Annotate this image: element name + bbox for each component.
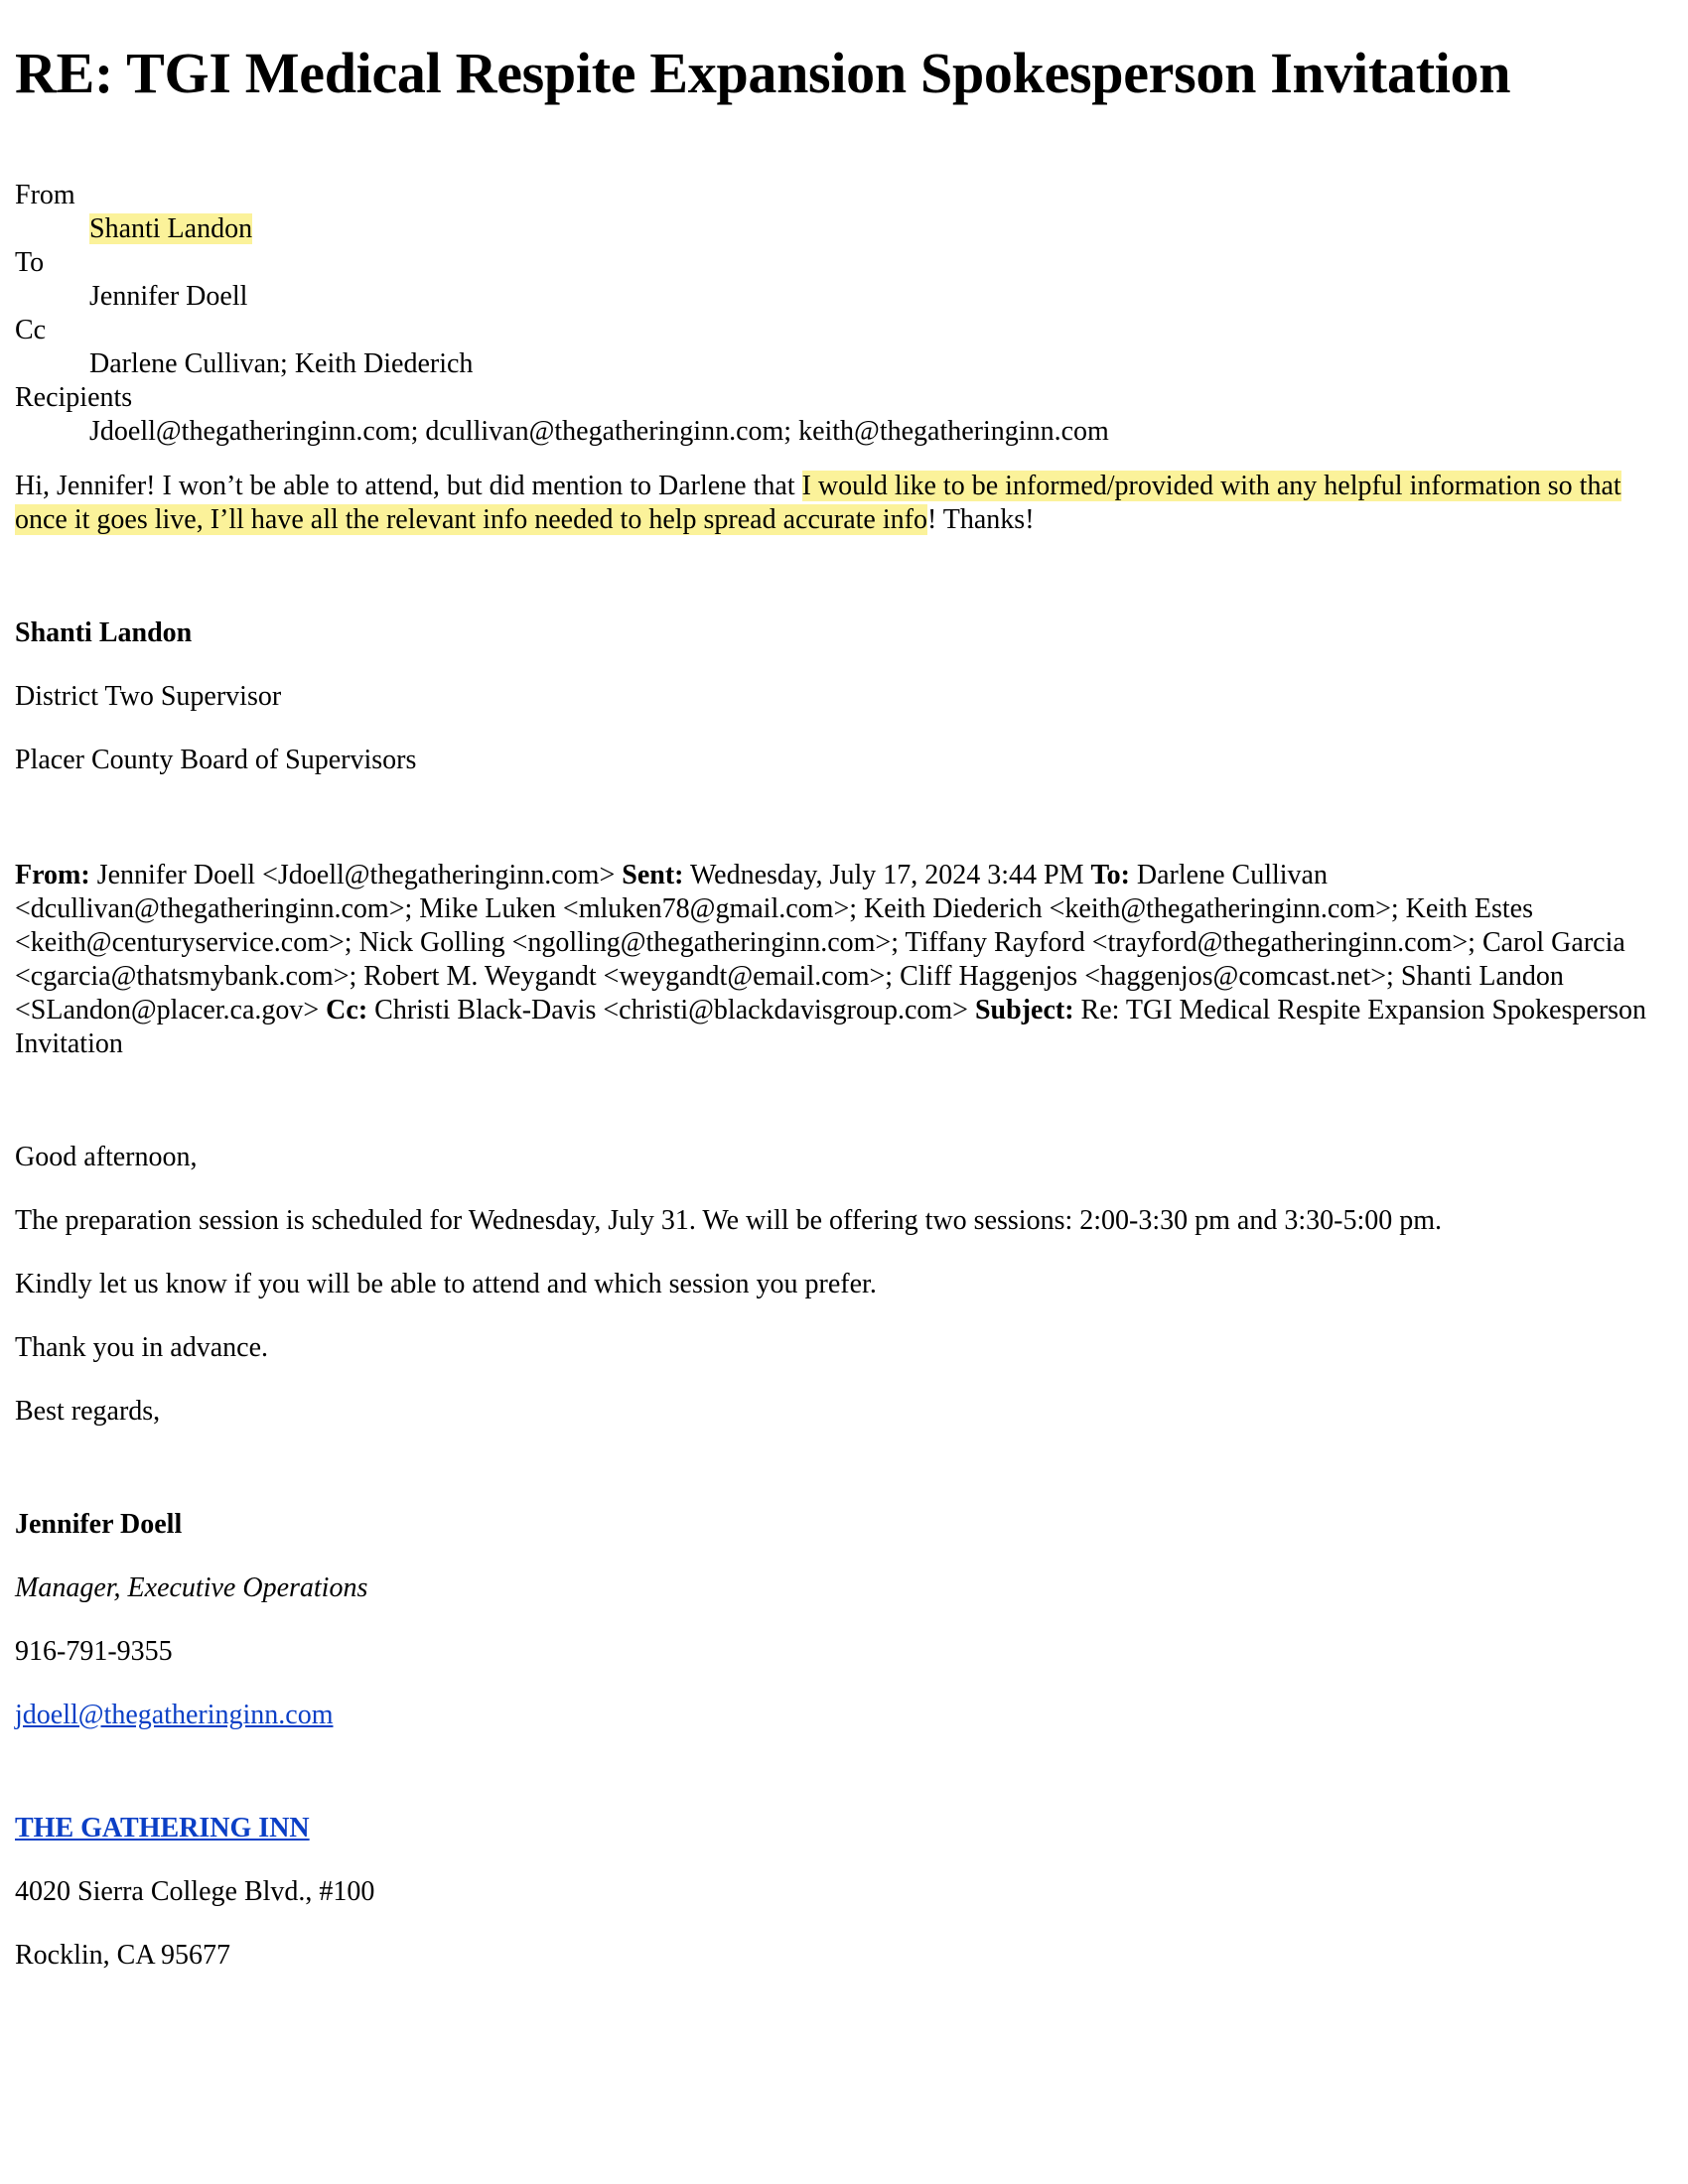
body-line-1: The preparation session is scheduled for Wednesday, July 31. We will be offering two sessions: 2:00-3:30 pm and 3:30-5:00 pm. xyxy=(15,1205,1443,1236)
address-line-2: Rocklin, CA 95677 xyxy=(15,1940,231,1971)
reply-text-start: Hi, Jennifer! I won’t be able to attend, but did mention to Darlene that xyxy=(15,471,802,501)
fwd-signature-name: Jennifer Doell xyxy=(15,1509,183,1540)
body-closing: Best regards, xyxy=(15,1396,161,1427)
fwd-from-value: Jennifer Doell <Jdoell@thegatheringinn.com> xyxy=(89,860,623,890)
sender-signature xyxy=(15,616,1673,777)
forwarded-body xyxy=(15,1141,1673,1429)
from-value-row xyxy=(15,212,1673,246)
fwd-signature-title: Manager, Executive Operations xyxy=(15,1572,368,1603)
fwd-subject-value: Re: TGI Medical Respite Expansion Spokesperson Invitation xyxy=(15,995,1647,1059)
signature-name: Shanti Landon xyxy=(15,617,193,648)
fwd-from-label: From: xyxy=(15,860,90,890)
email-header xyxy=(15,179,1673,449)
cc-value: Darlene Cullivan; Keith Diederich xyxy=(89,348,474,379)
recipients-label: Recipients xyxy=(15,382,133,413)
recipients-value: Jdoell@thegatheringinn.com; dcullivan@thegatheringinn.com; keith@thegatheringinn.com xyxy=(89,416,1109,447)
forwarded-signature xyxy=(15,1508,1673,1973)
from-label: From xyxy=(15,180,75,210)
reply-message xyxy=(15,470,1673,537)
fwd-sent-label: Sent: xyxy=(622,860,684,890)
fwd-to-label: To: xyxy=(1090,860,1130,890)
fwd-sent-value: Wednesday, July 17, 2024 3:44 PM xyxy=(683,860,1091,890)
reply-text-end: ! Thanks! xyxy=(926,504,1035,535)
fwd-signature-email-link[interactable]: jdoell@thegatheringinn.com xyxy=(15,1700,334,1730)
fwd-cc-label: Cc: xyxy=(326,995,368,1025)
to-value: Jennifer Doell xyxy=(89,281,248,312)
fwd-subject-label: Subject: xyxy=(974,995,1074,1025)
email-document xyxy=(15,36,1673,1973)
email-subject-title: RE: TGI Medical Respite Expansion Spokesperson Invitation xyxy=(15,41,1511,105)
fwd-to-value: Darlene Cullivan <dcullivan@thegatheringinn.com>; Mike Luken <mluken78@gmail.com>; Keith Diederich <keith@thegatheringinn.com>; Keith Estes <keith@centuryservice.com>; Nick Golling <ngolling@thegatheringinn.com>; Tiffany Rayford <trayford@thegatheringinn.com>; Carol Garcia <cgarcia@thatsmybank.com>; Robert M. Weygandt <weygandt@email.com>; Cliff Haggenjos <haggenjos@comcast.net>; Shanti Landon <SLandon@placer.ca.gov> xyxy=(15,860,1625,1025)
body-line-3: Thank you in advance. xyxy=(15,1332,269,1363)
from-value: Shanti Landon xyxy=(89,213,253,244)
address-line-1: 4020 Sierra College Blvd., #100 xyxy=(15,1876,375,1907)
forwarded-header xyxy=(15,859,1673,1061)
signature-org: Placer County Board of Supervisors xyxy=(15,745,417,775)
to-label: To xyxy=(15,247,45,278)
signature-title: District Two Supervisor xyxy=(15,681,282,712)
gathering-inn-link[interactable]: THE GATHERING INN xyxy=(15,1813,310,1843)
cc-label: Cc xyxy=(15,315,47,345)
fwd-signature-phone: 916-791-9355 xyxy=(15,1636,173,1667)
body-greeting: Good afternoon, xyxy=(15,1142,198,1172)
body-line-2: Kindly let us know if you will be able to attend and which session you prefer. xyxy=(15,1269,877,1299)
fwd-cc-value: Christi Black-Davis <christi@blackdavisgroup.com> xyxy=(367,995,975,1025)
reply-highlighted-text: I would like to be informed/provided with any helpful information so that once it goes live, I’ll have all the relevant info needed to help spread accurate info xyxy=(15,471,1621,535)
